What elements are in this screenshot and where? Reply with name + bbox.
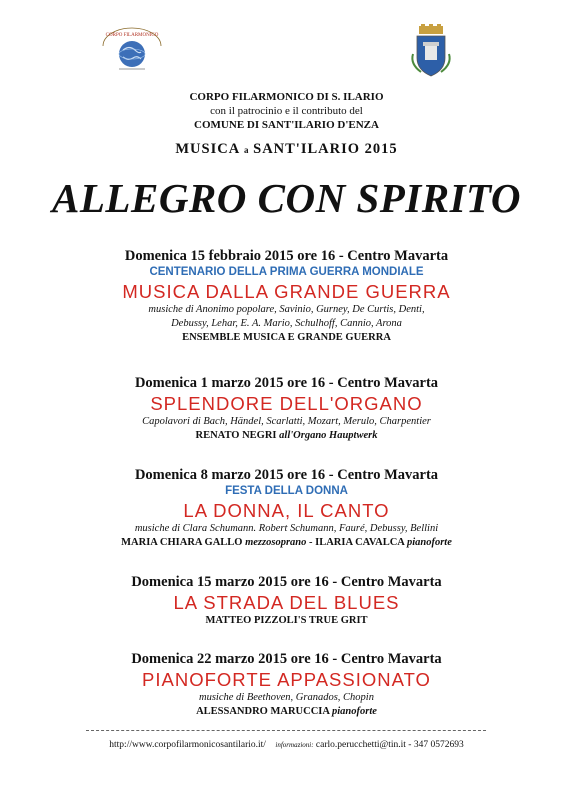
event-5 xyxy=(0,650,573,719)
event-date: Domenica 22 marzo 2015 ore 16 - Centro Mavarta xyxy=(131,651,442,667)
event-date: Domenica 15 marzo 2015 ore 16 - Centro Mavarta xyxy=(131,574,442,590)
event-subtitle: FESTA DELLA DONNA xyxy=(225,485,348,497)
footer xyxy=(0,740,573,750)
performer-role: pianoforte xyxy=(332,706,377,717)
event-performer xyxy=(0,536,573,550)
contact-info: carlo.perucchetti@tin.it - 347 0572693 xyxy=(315,740,464,750)
logo-left-label: CORPO FILARMONICO xyxy=(105,33,159,38)
performer-name: ILARIA CAVALCA xyxy=(315,537,405,548)
performer-name: RENATO NEGRI xyxy=(195,430,277,441)
comune-coat-of-arms-icon xyxy=(407,24,455,80)
info-label: informazioni: xyxy=(275,741,314,749)
event-date: Domenica 1 marzo 2015 ore 16 - Centro Mavarta xyxy=(134,375,439,391)
event-performer: ENSEMBLE MUSICA E GRANDE GUERRA xyxy=(182,332,391,343)
main-title: ALLEGRO CON SPIRITO xyxy=(52,175,521,221)
event-3 xyxy=(0,466,573,550)
event-title: MUSICA DALLA GRANDE GUERRA xyxy=(122,281,451,302)
website-link[interactable]: http://www.corpofilarmonicosantilario.it/ xyxy=(109,740,266,750)
performer-name: ALESSANDRO MARUCCIA xyxy=(196,706,330,717)
event-date: Domenica 15 febbraio 2015 ore 16 - Centro Mavarta xyxy=(124,248,449,264)
event-title: LA STRADA DEL BLUES xyxy=(173,592,400,613)
event-performer xyxy=(0,429,573,443)
event-date: Domenica 8 marzo 2015 ore 16 - Centro Mavarta xyxy=(134,467,439,483)
performer-role: all'Organo Hauptwerk xyxy=(279,430,378,441)
performer-role: mezzosoprano xyxy=(245,537,307,548)
corpo-filarmonico-logo xyxy=(93,24,171,76)
footer-divider xyxy=(86,730,486,731)
performer-separator: - xyxy=(306,537,316,548)
event-subtitle: CENTENARIO DELLA PRIMA GUERRA MONDIALE xyxy=(149,266,424,278)
event-description: musiche di Beethoven, Granados, Chopin xyxy=(199,692,374,703)
event-description: Capolavori di Bach, Händel, Scarlatti, Mozart, Merulo, Charpentier xyxy=(142,416,431,427)
organization-block xyxy=(0,90,573,132)
event-performer: MATTEO PIZZOLI'S TRUE GRIT xyxy=(205,615,368,626)
org-name: CORPO FILARMONICO DI S. ILARIO xyxy=(189,91,384,103)
event-description: Debussy, Lehar, E. A. Mario, Schulhoff, Cannio, Arona xyxy=(171,318,402,329)
event-description: musiche di Clara Schumann. Robert Schumann, Fauré, Debussy, Bellini xyxy=(134,523,439,534)
performer-name: MARIA CHIARA GALLO xyxy=(121,537,243,548)
event-title: PIANOFORTE APPASSIONATO xyxy=(142,669,431,690)
series-title xyxy=(0,141,573,158)
series-part1: MUSICA xyxy=(175,141,240,157)
series-part2: SANT'ILARIO 2015 xyxy=(253,141,398,157)
municipality-name: COMUNE DI SANT'ILARIO D'ENZA xyxy=(194,119,379,131)
patronage-text: con il patrocinio e il contributo del xyxy=(210,105,363,117)
series-small: a xyxy=(244,145,249,155)
event-description: musiche di Anonimo popolare, Savinio, Gurney, De Curtis, Denti, xyxy=(148,304,425,315)
event-title: LA DONNA, IL CANTO xyxy=(183,500,390,521)
performer-role: pianoforte xyxy=(406,537,452,548)
event-2 xyxy=(0,374,573,443)
event-title: SPLENDORE DELL'ORGANO xyxy=(150,393,423,414)
event-4 xyxy=(0,573,573,628)
event-1 xyxy=(0,247,573,345)
event-performer xyxy=(0,705,573,719)
